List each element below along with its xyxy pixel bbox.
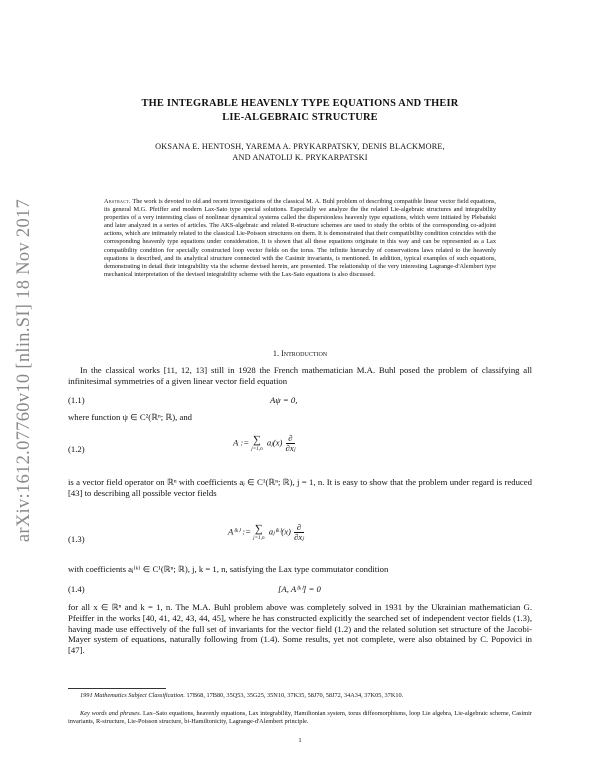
footnote-keywords: [68, 710, 532, 726]
eq-1-2-label: (1.2): [68, 444, 85, 454]
arxiv-stamp: [10, 180, 40, 560]
eq-1-2-den: ∂xⱼ: [285, 443, 296, 453]
eq-1-3-fraction: [294, 523, 304, 542]
eq-1-2-sum-index: j=1,n: [251, 446, 263, 452]
eq-1-4: [A, A⁽ᵏ⁾] = 0: [278, 584, 321, 594]
eq-1-2: [233, 434, 296, 453]
section-title: Introduction: [281, 349, 328, 358]
abstract-text: The work is devoted to old and recent investigations of the classical M. A. Buhl problem of describing compatible linear vector field equations, its general M.G. Pfeiffer and modern Lax-Sato type special solutions. Especially we analyze the the related Lie-algebraic structures and integrability properties of a very interesting class of nonlinear dynamical systems called the dispersionless heavenly type equations, which were initiated by Plebański and later analyzed in a series of articles. The AKS-algebraic and related R-structure schemes are used to study the orbits of the corresponding co-adjoint actions, which are intimately related to the classical Lie-Poisson structures on them. It is demonstrated that their compatibility condition coincides with the corresponding heavenly type equations under consideration. It is shown that all these equations originate in this way and can be represented as a Lax compatibility condition for specially constructed loop vector fields on the torus. The infinite hierarchy of conservations laws related to the heavenly equations is described, and its analytical structure connected with the Casimir invariants, is mentioned. In addition, typical examples of such equations, demonstrating in detail their integrability via the scheme devised herein, are presented. The relationship of the very interesting Lagrange-d'Alembert type mechanical interpretation of the devised integrability scheme with the Lax-Sato equations is also discussed.: [104, 198, 496, 278]
paper-title: [80, 97, 520, 125]
abstract-label: Abstract.: [104, 198, 131, 205]
eq-1-3-den: ∂xⱼ: [294, 532, 304, 542]
abstract: [104, 198, 496, 279]
eq-1-3-num: ∂: [294, 523, 304, 533]
arxiv-stamp-text: arXiv:1612.07760v10 [nlin.SI] 18 Nov 2017: [14, 198, 35, 542]
intro-paragraph-3: with coefficients aⱼ⁽ᵏ⁾ ∈ C¹(ℝⁿ; ℝ), j, k = 1, n, satisfying the Lax type commutator condition: [68, 564, 389, 574]
eq-1-2-fraction: [286, 434, 296, 453]
eq-1-3-lhs: A⁽ᵏ⁾ :=: [228, 526, 251, 537]
eq-1-3-label: (1.3): [68, 534, 85, 544]
msc-codes: 17B68, 17B80, 35Q53, 35G25, 35N10, 37K35, 58J70, 58J72, 34A34, 37K05, 37K10.: [186, 692, 404, 699]
authors-line-1: OKSANA E. HENTOSH, YAREMA A. PRYKARPATSKY, DENIS BLACKMORE,: [155, 142, 445, 151]
title-line-1: THE INTEGRABLE HEAVENLY TYPE EQUATIONS AND THEIR: [141, 98, 459, 109]
author-list: [80, 141, 520, 163]
section-heading: [80, 349, 520, 358]
title-line-2: LIE-ALGEBRAIC STRUCTURE: [222, 112, 378, 123]
where-line: where function ψ ∈ C²(ℝⁿ; ℝ), and: [68, 412, 193, 422]
eq-1-3: [228, 523, 305, 542]
eq-1-4-label: (1.4): [68, 584, 85, 594]
sum-symbol: ∑ j=1,n: [251, 434, 263, 452]
eq-1-3-sum-index: j=1,n: [253, 535, 265, 541]
eq-1-1-label: (1.1): [68, 395, 85, 405]
authors-line-2: AND ANATOLIJ K. PRYKARPATSKI: [232, 153, 368, 162]
sum-symbol: ∑ j=1,n: [253, 523, 265, 541]
msc-label: 1991 Mathematics Subject Classification.: [80, 692, 185, 699]
eq-1-2-num: ∂: [286, 434, 296, 444]
eq-1-3-body: aⱼ⁽ᵏ⁾(x): [268, 526, 291, 537]
page-number: 1: [298, 737, 302, 744]
eq-1-1: Aψ = 0,: [270, 395, 298, 405]
intro-paragraph-2: is a vector field operator on ℝⁿ with coefficients aⱼ ∈ C¹(ℝⁿ; ℝ), j = 1, n. It is easy to show that the problem under regard is reduced [43] to describing all possible vector fields: [68, 477, 532, 498]
intro-paragraph-1: In the classical works [11, 12, 13] still in 1928 the French mathematician M.A. Buhl posed the problem of classifying all infinitesimal symmetries of a given linear vector field equation: [68, 365, 532, 386]
footnote-rule: [68, 688, 166, 689]
intro-paragraph-4: for all x ∈ ℝⁿ and k = 1, n. The M.A. Buhl problem above was completely solved in 1931 by the Ukrainian mathematician G. Pfeiffer in the works [40, 41, 42, 43, 44, 45], where he has constructed explicitly the searched set of independent vector fields (1.3), having made use effectively of the full set of invariants for the vector field (1.2) and the related solution set structure of the Jacobi-Mayer system of equations, naturally following from (1.4). Some results, yet not complete, were also obtained by C. Popovici in [47].: [68, 602, 532, 656]
keywords-text: Lax–Sato equations, heavenly equations, Lax integrability, Hamiltonian system, torus diffeomorphisms, loop Lie algebra, Lie-algebraic scheme, Casimir invariants, R-structure, Lie-Poisson structure, bi-Hamiltonicity, Lagrange-d'Alembert principle.: [68, 710, 533, 726]
footnote-msc: [68, 692, 532, 700]
eq-1-2-body: aⱼ(x): [266, 437, 283, 448]
section-number: 1.: [272, 349, 280, 358]
eq-1-2-lhs: A :=: [233, 437, 250, 448]
keywords-label: Key words and phrases.: [80, 710, 142, 717]
